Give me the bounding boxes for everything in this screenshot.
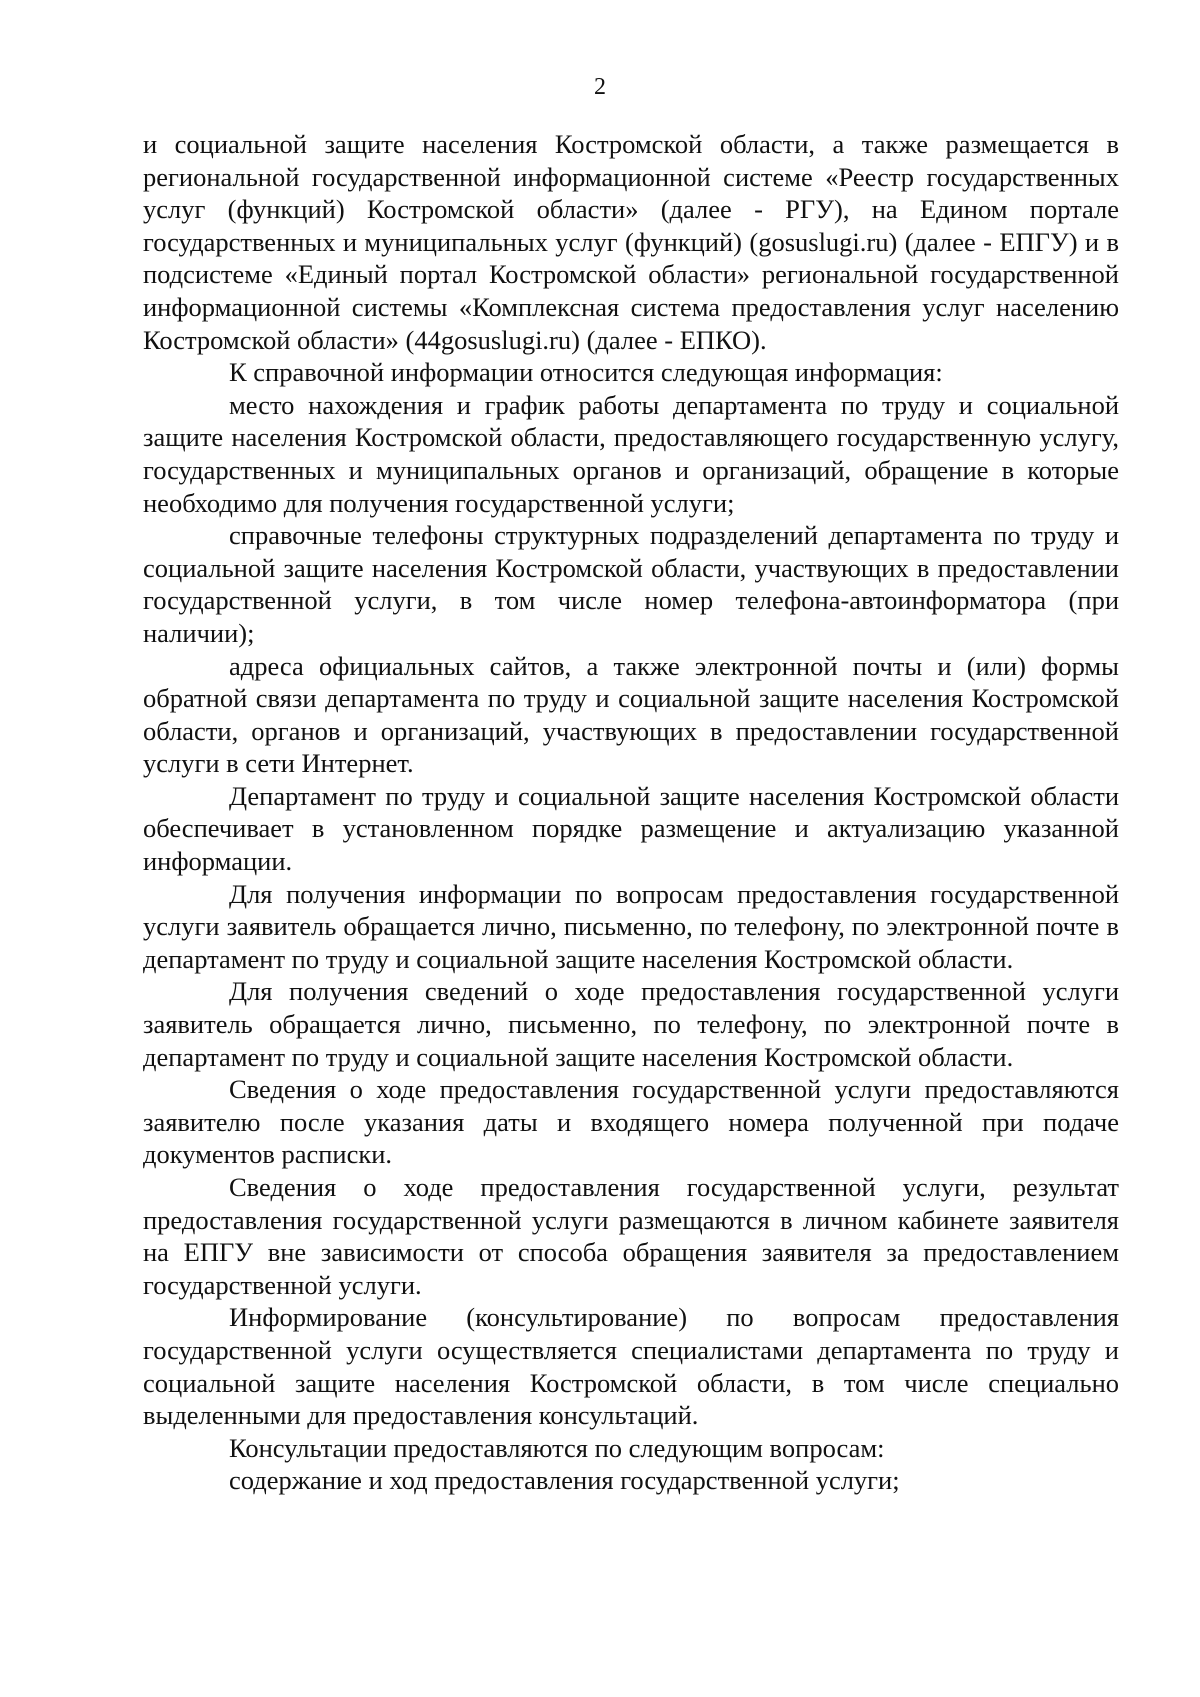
paragraph: и социальной защите населения Костромской области, а также размещается в региональной государственной информационной системе «Реестр государственных услуг (функций) Костромской области» (далее - РГУ), на Едином портале государственных и муниципальных услуг (функций) (gosuslugi.ru) (далее - ЕПГУ) и в подсистеме «Единый портал Костромской области» региональной государственной информационной системы «Комплексная система предоставления услуг населению Костромской области» (44gosuslugi.ru) (далее - ЕПКО). [143,129,1119,355]
paragraph: Консультации предоставляются по следующим вопросам: [229,1432,885,1463]
paragraph: Сведения о ходе предоставления государственной услуги предоставляются заявителю после указания даты и входящего номера полученной при подаче документов расписки. [143,1074,1119,1170]
document-body [143,128,1119,1497]
paragraph: К справочной информации относится следующая информация: [229,357,943,388]
paragraph: адреса официальных сайтов, а также электронной почты и (или) формы обратной связи департамента по труду и социальной защите населения Костромской области, органов и организаций, участвующих в предоставлении государственной услуги в сети Интернет. [143,650,1119,779]
paragraph: справочные телефоны структурных подразделений департамента по труду и социальной защите населения Костромской области, участвующих в предоставлении государственной услуги, в том числе номер телефона-автоинформатора (при наличии); [143,520,1119,648]
paragraph: Для получения информации по вопросам предоставления государственной услуги заявитель обращается лично, письменно, по телефону, по электронной почте в департамент по труду и социальной защите населения Костромской области. [143,878,1119,974]
paragraph: Для получения сведений о ходе предоставления государственной услуги заявитель обращается лично, письменно, по телефону, по электронной почте в департамент по труду и социальной защите населения Костромской области. [143,976,1119,1072]
paragraph: содержание и ход предоставления государственной услуги; [229,1465,900,1496]
paragraph: Информирование (консультирование) по вопросам предоставления государственной услуги осуществляется специалистами департамента по труду и социальной защите населения Костромской области, в том числе специально выделенными для предоставления консультаций. [143,1302,1119,1431]
paragraph: Департамент по труду и социальной защите населения Костромской области обеспечивает в установленном порядке размещение и актуализацию указанной информации. [143,780,1119,877]
paragraph: место нахождения и график работы департамента по труду и социальной защите населения Костромской области, предоставляющего государственную услугу, государственных и муниципальных органов и организаций, обращение в которые необходимо для получения государственной услуги; [143,389,1119,518]
page-number: 2 [594,74,606,100]
paragraph: Сведения о ходе предоставления государственной услуги, результат предоставления государственной услуги размещаются в личном кабинете заявителя на ЕПГУ вне зависимости от способа обращения заявителя за предоставлением государственной услуги. [143,1172,1119,1300]
